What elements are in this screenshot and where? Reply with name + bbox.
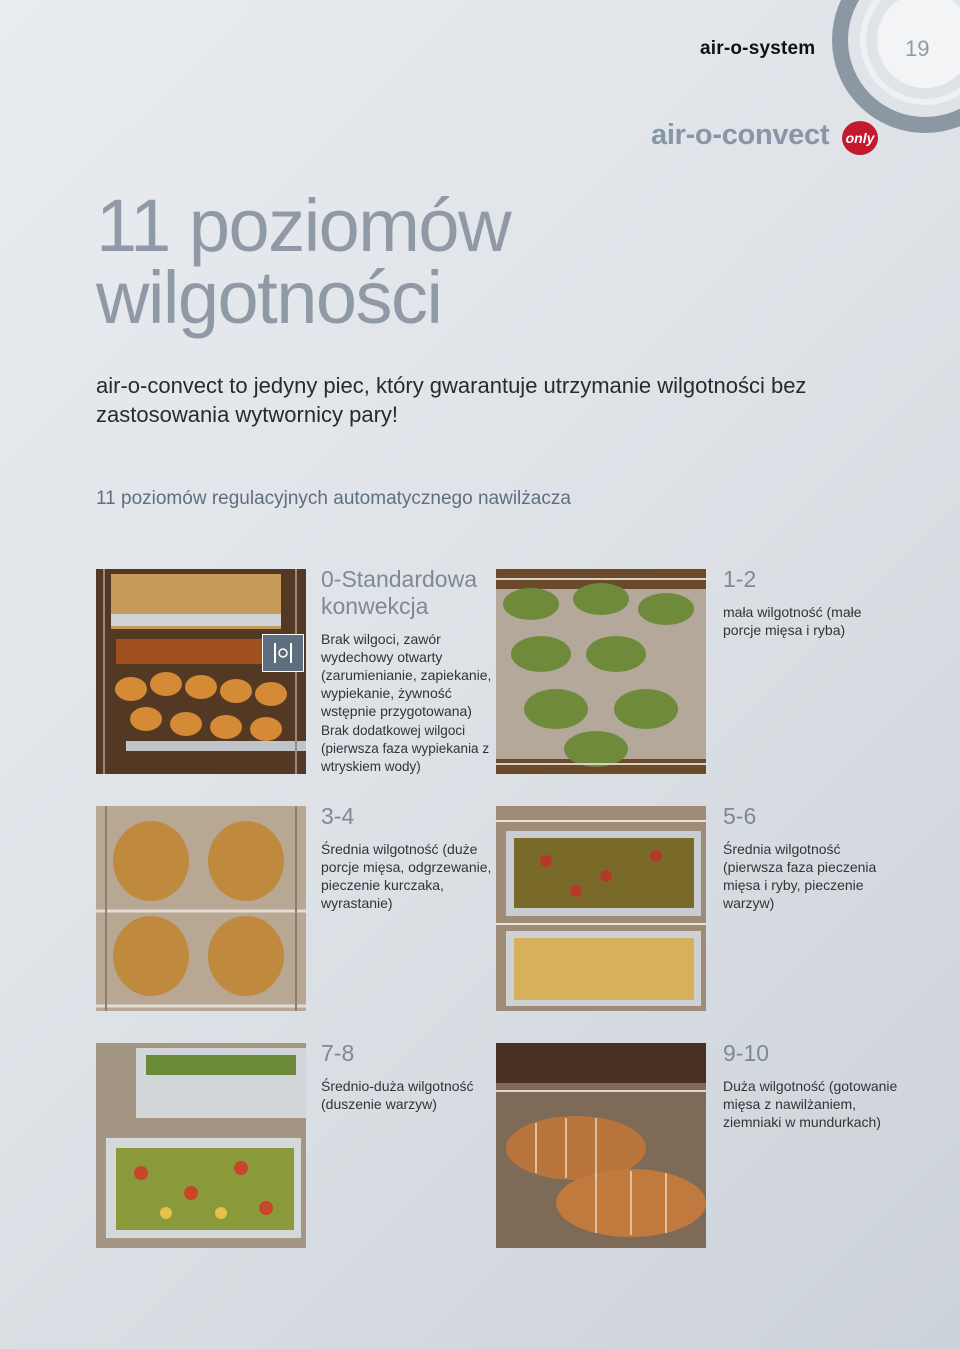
level-block-0 [321, 566, 496, 776]
level-label: 3-4 [321, 803, 355, 829]
level-label: 1-2 [723, 566, 757, 592]
level-block-1-2 [723, 566, 898, 641]
only-badge: only [842, 121, 878, 155]
level-label: 5-6 [723, 803, 757, 829]
photo-herb-crusted-fish [496, 569, 706, 774]
page-title [96, 184, 796, 339]
title-line-2: wilgotności [96, 256, 442, 339]
level-label: 9-10 [723, 1040, 770, 1066]
level-block-3-4 [321, 803, 496, 914]
convection-level-icon [262, 634, 304, 672]
level-description: Brak wilgoci, zawór wydechowy otwarty (zarumienianie, zapiekanie, wypiekanie, żywność wstępnie przygotowana) [321, 631, 492, 719]
level-block-7-8 [321, 1040, 496, 1115]
page-number: 19 [905, 36, 930, 61]
level-block-5-6 [723, 803, 898, 914]
section-subtitle: 11 poziomów regulacyjnych automatycznego nawilżacza [96, 488, 571, 509]
brand-system: air-o-system [700, 38, 816, 59]
photo-stewed-vegetables [96, 1043, 306, 1248]
photo-roasted-vegetables-trays [496, 806, 706, 1011]
level-label: 7-8 [321, 1040, 355, 1066]
level-description: Średnio-duża wilgotność (duszenie warzyw) [321, 1078, 474, 1112]
photo-roast-chickens [96, 806, 306, 1011]
level-description-extra: Brak dodatkowej wilgoci (pierwsza faza wypiekania z wtryskiem wody) [321, 723, 490, 774]
intro-text: air-o-convect to jedyny piec, który gwarantuje utrzymanie wilgotności bez zastosowania wytwornicy pary! [96, 373, 807, 427]
level-description: Średnia wilgotność (duże porcje mięsa, odgrzewanie, pieczenie kurczaka, wyrastanie) [321, 841, 492, 911]
level-description: mała wilgotność (małe porcje mięsa i ryba) [723, 604, 862, 638]
level-description: Średnia wilgotność (pierwsza faza pieczenia mięsa i ryby, pieczenie warzyw) [723, 841, 877, 911]
level-label: 0-Standardowa konwekcja [321, 566, 477, 619]
level-block-9-10 [723, 1040, 898, 1133]
level-description: Duża wilgotność (gotowanie mięsa z nawilżaniem, ziemniaki w mundurkach) [723, 1078, 898, 1130]
photo-roasted-meat [496, 1043, 706, 1248]
brand-convect: air-o-convect [651, 119, 830, 151]
title-line-1: 11 poziomów [96, 184, 511, 267]
